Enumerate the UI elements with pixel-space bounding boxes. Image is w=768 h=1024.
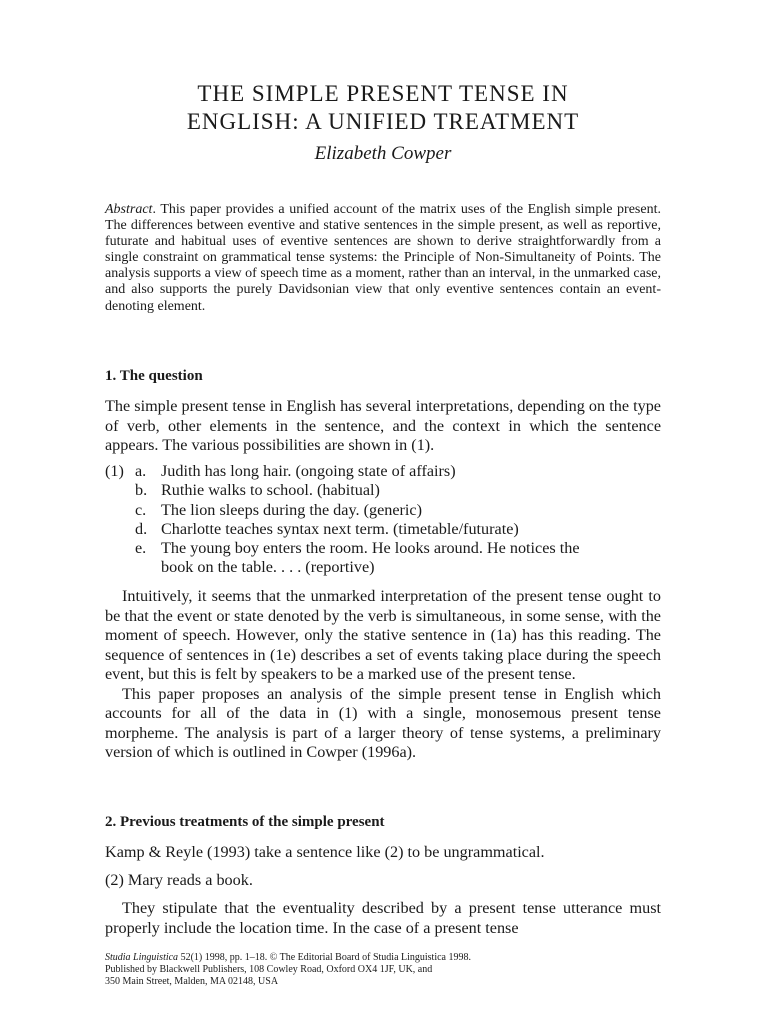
footer-line-2: Published by Blackwell Publishers, 108 Cowley Road, Oxford OX4 1JF, UK, and xyxy=(105,964,433,975)
example-letter: b. xyxy=(135,481,148,500)
section-2-line xyxy=(105,843,661,863)
footer-line-1 xyxy=(105,952,661,964)
example-row xyxy=(105,539,661,558)
title-line-1: THE SIMPLE PRESENT TENSE IN xyxy=(197,81,569,106)
paper-title xyxy=(105,80,661,136)
example-text: Ruthie walks to school. (habitual) xyxy=(161,481,380,500)
example-number: (1) xyxy=(105,462,124,480)
journal-name: Studia Linguistica xyxy=(105,952,179,963)
paragraph: Kamp & Reyle (1993) take a sentence like (2) to be ungrammatical. xyxy=(105,843,545,861)
example-letter: e. xyxy=(135,539,147,558)
example-text: (2) Mary reads a book. xyxy=(105,871,253,889)
footer-citation: 52(1) 1998, pp. 1–18. © The Editorial Board of Studia Linguistica 1998. xyxy=(178,952,471,963)
section-1-intro xyxy=(105,397,661,456)
example-2 xyxy=(105,871,661,891)
abstract xyxy=(105,202,661,315)
example-row xyxy=(105,520,661,539)
section-2-paragraph xyxy=(105,899,661,938)
example-text: book on the table. . . . (reportive) xyxy=(161,558,375,577)
example-letter: d. xyxy=(135,519,148,538)
abstract-label: Abstract xyxy=(105,202,153,217)
example-text: Charlotte teaches syntax next term. (timetable/futurate) xyxy=(161,519,519,538)
example-text: Judith has long hair. (ongoing state of affairs) xyxy=(161,462,456,480)
section-2-heading: 2. Previous treatments of the simple present xyxy=(105,814,385,830)
example-text: The young boy enters the room. He looks around. He notices the xyxy=(161,539,580,558)
intro-paragraph: The simple present tense in English has several interpretations, depending on the type of verb, other elements in the sentence, and the context in which the sentence appears. The various possibilities are shown in (1). xyxy=(105,397,661,454)
example-row xyxy=(105,501,661,520)
footer-line-3: 350 Main Street, Malden, MA 02148, USA xyxy=(105,976,279,987)
example-text: The lion sleeps during the day. (generic) xyxy=(161,500,423,519)
example-1-list xyxy=(105,462,661,578)
abstract-text: . This paper provides a unified account of the matrix uses of the English simple present. The differences between eventive and stative sentences in the simple present, as well as reportive, futurate and habitual uses of eventive sentences are shown to derive straightforwardly from a single constraint on grammatical tense systems: the Principle of Non-Simultaneity of Points. The analysis supports a view of speech time as a moment, rather than an interval, in the unmarked case, and also supports the purely Davidsonian view that only eventive sentences contain an event-denoting element. xyxy=(105,202,661,314)
paragraph: Intuitively, it seems that the unmarked interpretation of the present tense ought to be that the event or state denoted by the verb is simultaneous, in some sense, with the moment of speech. However, only the stative sentence in (1a) has this reading. The sequence of sentences in (1e) describes a set of events taking place during the speech event, but this is felt by speakers to be a marked use of the present tense. xyxy=(105,587,661,683)
example-row xyxy=(105,462,661,481)
paragraph: This paper proposes an analysis of the simple present tense in English which accounts for all of the data in (1) with a single, monosemous present tense morpheme. The analysis is part of a larger theory of tense systems, a preliminary version of which is outlined in Cowper (1996a). xyxy=(105,684,661,761)
section-1-discussion xyxy=(105,587,661,763)
title-line-2: ENGLISH: A UNIFIED TREATMENT xyxy=(186,109,580,134)
section-1-heading: 1. The question xyxy=(105,368,203,384)
example-letter: a. xyxy=(135,462,147,480)
example-row xyxy=(105,481,661,500)
footer xyxy=(105,952,661,988)
paragraph: They stipulate that the eventuality described by a present tense utterance must properly include the location time. In the case of a present tense xyxy=(105,899,661,937)
example-row xyxy=(105,558,661,577)
author-name: Elizabeth Cowper xyxy=(314,143,452,164)
example-letter: c. xyxy=(135,500,147,519)
